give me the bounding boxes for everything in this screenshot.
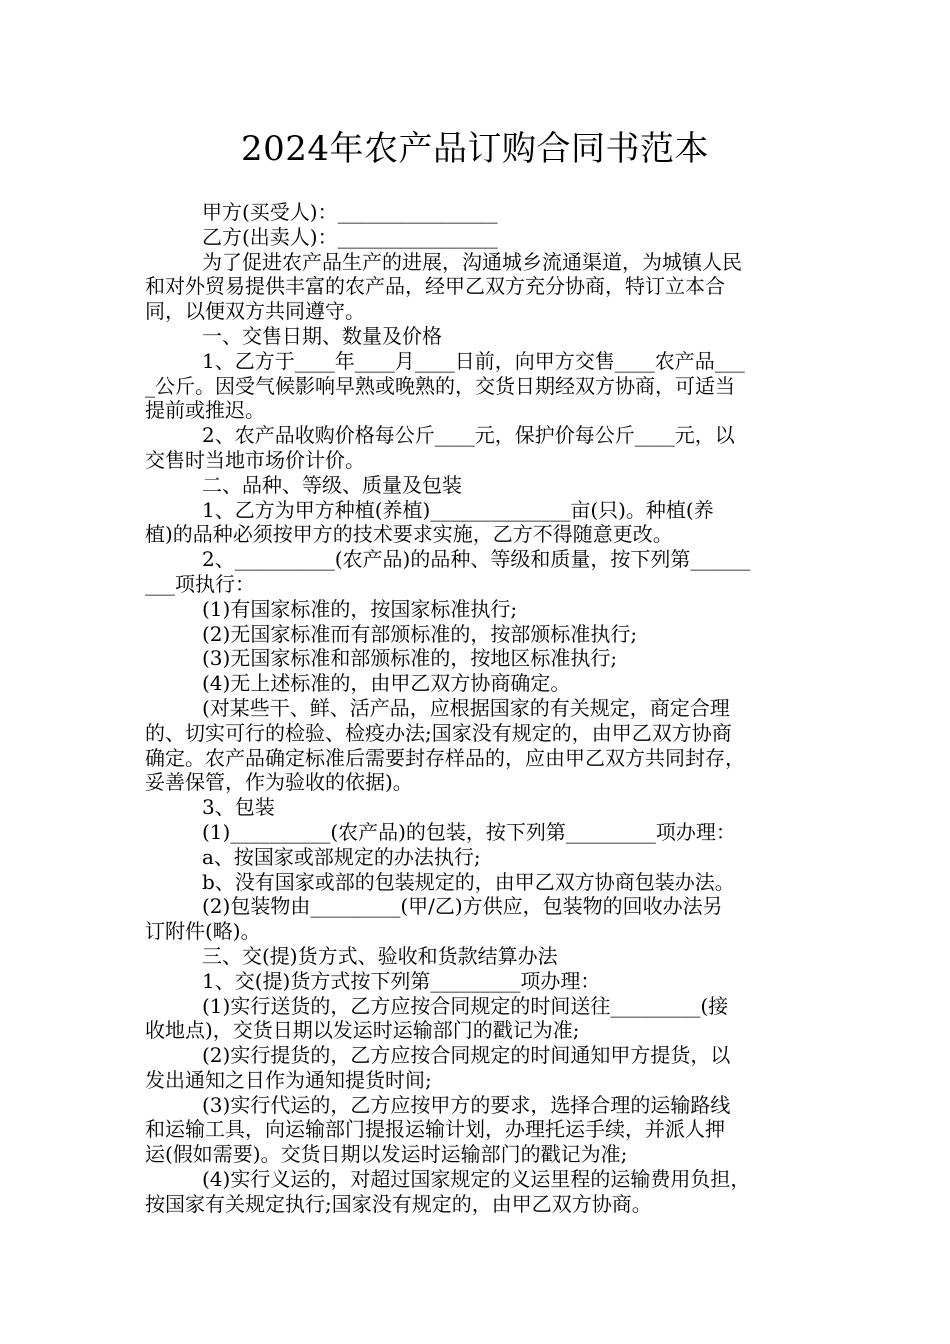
text-line: 1、交(提)货方式按下列第_________项办理： <box>202 968 601 993</box>
text-line: 交售时当地市场价计价。 <box>145 447 365 472</box>
text-line: (4)无上述标准的，由甲乙双方协商确定。 <box>202 671 571 696</box>
text-line: 和对外贸易提供丰富的农产品，经甲乙双方充分协商，特订立本合 <box>145 274 725 299</box>
text-line: 一、交售日期、数量及价格 <box>202 323 442 348</box>
text-line: 为了促进农产品生产的进展，沟通城乡流通渠道，为城镇人民 <box>202 249 742 274</box>
text-line: (2)实行提货的，乙方应按合同规定的时间通知甲方提货，以 <box>202 1043 731 1068</box>
text-line: (3)实行代运的，乙方应按甲方的要求，选择合理的运输路线 <box>202 1092 731 1117</box>
text-line: (3)无国家标准和部颁标准的，按地区标准执行; <box>202 646 618 671</box>
text-line: 3、包装 <box>202 795 275 820</box>
text-line: (1)__________(农产品)的包装，按下列第_________项办理： <box>202 819 736 844</box>
text-line: a、按国家或部规定的办法执行; <box>202 844 481 869</box>
text-line: 三、交(提)货方式、验收和货款结算办法 <box>202 943 558 968</box>
document-title: 2024年农产品订购合同书范本 <box>240 129 710 169</box>
text-line: 订附件(略)。 <box>145 919 261 944</box>
text-line: ___项执行： <box>145 571 255 596</box>
text-line: 确定。农产品确定标准后需要封存样品的，应由甲乙双方共同封存， <box>145 745 745 770</box>
text-line: _公斤。因受气候影响早熟或晚熟的，交货日期经双方协商，可适当 <box>145 373 735 398</box>
text-line: 按国家有关规定执行;国家没有规定的，由甲乙双方协商。 <box>145 1191 652 1216</box>
text-line: 1、乙方于____年____月____日前，向甲方交售____农产品___ <box>202 348 745 373</box>
text-line: 同，以便双方共同遵守。 <box>145 299 365 324</box>
text-line: 提前或推迟。 <box>145 398 265 423</box>
text-line: (2)无国家标准而有部颁标准的，按部颁标准执行; <box>202 621 638 646</box>
text-line: 甲方(买受人)：________________ <box>202 200 498 224</box>
text-line: 2、__________(农产品)的品种、等级和质量，按下列第______ <box>202 547 751 572</box>
text-line: (1)实行送货的，乙方应按合同规定的时间送往_________(接 <box>202 993 729 1018</box>
text-line: (对某些干、鲜、活产品，应根据国家的有关规定，商定合理 <box>202 695 730 720</box>
text-line: 发出通知之日作为通知提货时间; <box>145 1067 432 1092</box>
text-line: 的、切实可行的检验、检疫办法;国家没有规定的，由甲乙双方协商 <box>145 720 732 745</box>
text-line: (4)实行义运的，对超过国家规定的义运里程的运输费用负担， <box>202 1167 751 1192</box>
document-body <box>145 200 815 1217</box>
text-line: 植)的品种必须按甲方的技术要求实施，乙方不得随意更改。 <box>145 522 673 547</box>
text-line: (2)包装物由_________(甲/乙)方供应，包装物的回收办法另 <box>202 894 723 919</box>
text-line: 收地点)，交货日期以发运时运输部门的戳记为准; <box>145 1018 580 1043</box>
text-line: 运(假如需要)。交货日期以发运时运输部门的戳记为准; <box>145 1142 628 1167</box>
text-line: 和运输工具，向运输部门提报运输计划，办理托运手续，并派人押 <box>145 1117 725 1142</box>
text-line: 1、乙方为甲方种植(养植)______________亩(只)。种植(养 <box>202 497 714 522</box>
text-line: 二、品种、等级、质量及包装 <box>202 472 462 497</box>
text-line: 妥善保管，作为验收的依据)。 <box>145 770 413 795</box>
text-line: 乙方(出卖人)：________________ <box>202 224 498 249</box>
text-line: 2、农产品收购价格每公斤____元，保护价每公斤____元，以 <box>202 423 735 448</box>
text-line: (1)有国家标准的，按国家标准执行; <box>202 596 518 621</box>
text-line: b、没有国家或部的包装规定的，由甲乙双方协商包装办法。 <box>202 869 735 894</box>
